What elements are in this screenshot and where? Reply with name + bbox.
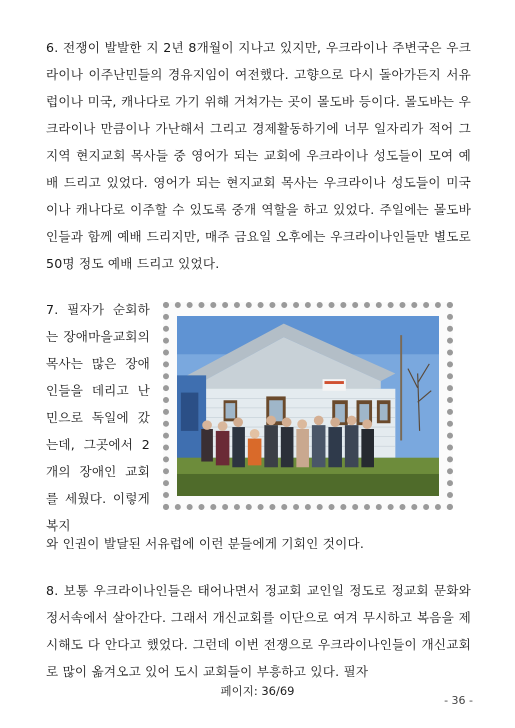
paragraph-7-continued: 와 인권이 발달된 서유럽에 이런 분들에게 기회인 것이다. bbox=[46, 536, 365, 551]
paragraph-8: 8. 보통 우크라이나인들은 태어나면서 정교회 교인일 정도로 정교회 문화와 정서속에서 살아간다. 그래서 개신교회를 이단으로 여겨 무시하고 복음을 제시해도 다 안다고 했었다. 그런데 이번 전쟁으로 우크라이나인들이 개신교회로 많이 옮겨오고 있어 도시 교회들이 부흥하고 있다. 필자 bbox=[46, 583, 471, 679]
page-indicator: 페이지: 36/69 bbox=[220, 684, 295, 698]
group-photo bbox=[177, 316, 439, 496]
photo-frame bbox=[163, 302, 453, 510]
page-number: - 36 - bbox=[444, 694, 473, 707]
paragraph-6: 6. 전쟁이 발발한 지 2년 8개월이 지나고 있지만, 우크라이나 주변국은 우크라이나 이주난민들의 경유지임이 여전했다. 고향으로 다시 돌아가든지 서유럽이나 미국, 캐나다로 가기 위해 거쳐가는 곳이 몰도바 등이다. 몰도바는 우크라이나 만큼이나 가난해서 그리고 경제활동하기에 너무 일자리가 적어 그 지역 현지교회 목사들 중 영어가 되는 교회에 우크라이나 성도들이 모여 예배 드리고 있었다. 영어가 되는 현지교회 목사는 우크라이나 성도들이 미국이나 캐나다로 이주할 수 있도록 중개 역할을 하고 있었다. 주일에는 몰도바인들과 함께 예배 드리지만, 매주 금요일 오후에는 우크라이나인들만 별도로 50명 정도 예배 드리고 있었다. bbox=[46, 40, 471, 271]
church-group-photo bbox=[177, 316, 439, 496]
paragraph-7: 7. 필자가 순회하는 장애마을교회의 목사는 많은 장애인들을 데리고 난민으로 독일에 갔는데, 그곳에서 2개의 장애인 교회를 세웠다. 이렇게 복지 bbox=[46, 302, 150, 533]
